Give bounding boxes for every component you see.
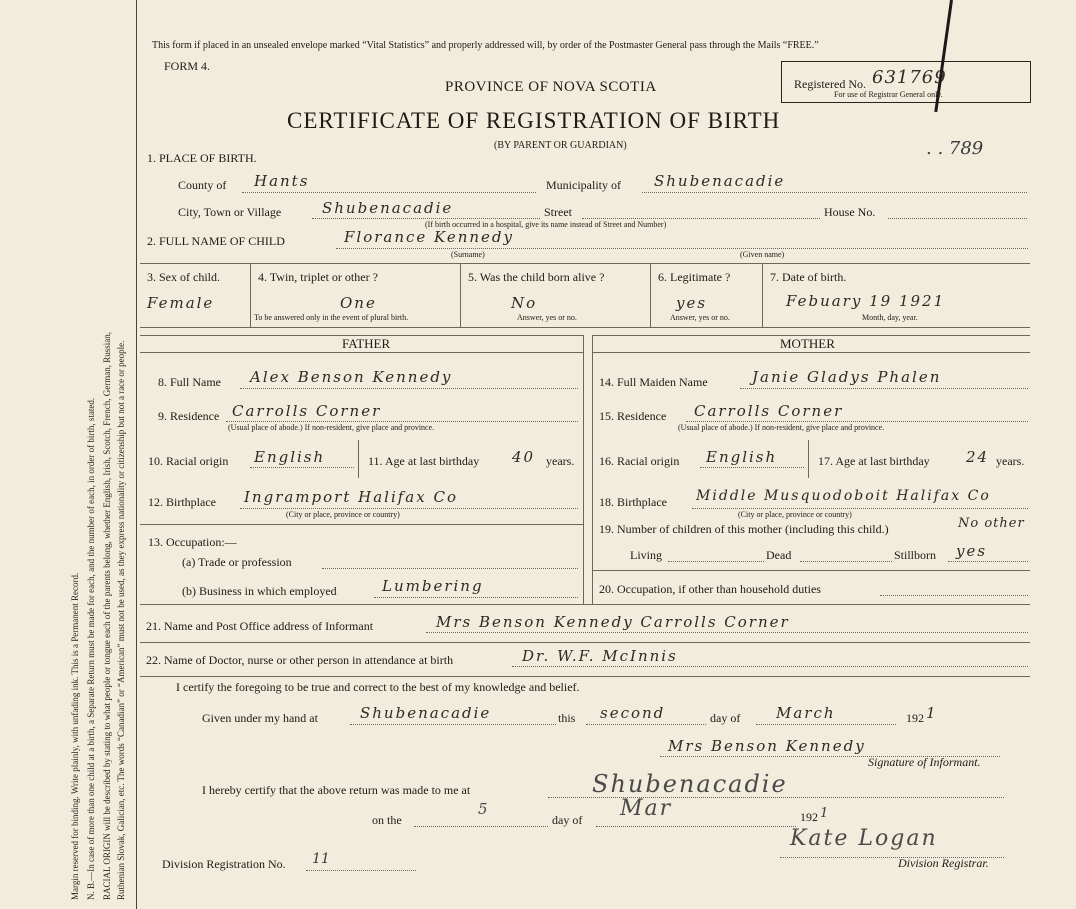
return-place-value: Shubenacadie: [592, 770, 788, 798]
mother-heading-rule: [592, 352, 1030, 353]
mother-age-label: 17. Age at last birthday: [818, 454, 930, 468]
father-residence-note: (Usual place of abode.) If non-resident, give place and province.: [228, 423, 435, 432]
day-line: [586, 724, 706, 725]
business-value: Lumbering: [382, 577, 484, 595]
mother-occupation-line: [880, 595, 1028, 596]
certificate-title: CERTIFICATE OF REGISTRATION OF BIRTH: [287, 108, 781, 133]
this-label: this: [558, 711, 576, 725]
father-racial-divider: [358, 440, 359, 478]
place-of-birth-heading: 1. PLACE OF BIRTH.: [147, 151, 257, 165]
street-label: Street: [544, 205, 572, 219]
informant-signature: Mrs Benson Kennedy: [668, 737, 866, 755]
division-registration-label: Division Registration No.: [162, 857, 286, 871]
mother-name-line: [740, 388, 1028, 389]
on-day-value: 5: [478, 800, 490, 818]
sex-value: Female: [147, 294, 215, 312]
municipality-value: Shubenacadie: [654, 172, 786, 190]
row3-divider-1: [250, 263, 251, 327]
mother-name-label: 14. Full Maiden Name: [599, 375, 708, 389]
father-residence-line: [226, 421, 578, 422]
row3-divider-3: [650, 263, 651, 327]
mother-age-value: 24: [966, 448, 990, 466]
year-value-2: 1: [820, 806, 829, 821]
legitimate-label: 6. Legitimate ?: [658, 270, 731, 284]
alive-label: 5. Was the child born alive ?: [468, 270, 605, 284]
hospital-note: (If birth occurred in a hospital, give its name instead of Street and Number): [425, 220, 667, 229]
father-age-value: 40: [512, 448, 536, 466]
house-line: [888, 218, 1027, 219]
informant-line: [426, 632, 1028, 633]
child-name-line: [336, 248, 1028, 249]
doctor-label: 22. Name of Doctor, nurse or other person in attendance at birth: [146, 653, 454, 667]
on-month-line: [596, 826, 796, 827]
father-residence-value: Carrolls Corner: [232, 402, 382, 420]
month-line: [756, 724, 896, 725]
mother-residence-value: Carrolls Corner: [694, 402, 844, 420]
mother-racial-line: [700, 467, 804, 468]
corner-number: . . 789: [926, 138, 984, 159]
municipality-line: [642, 192, 1027, 193]
mother-occupation-label: 20. Occupation, if other than household duties: [599, 582, 821, 596]
mother-years-label: years.: [996, 454, 1025, 468]
row3-top-border: [140, 263, 1030, 264]
mother-birthplace-label: 18. Birthplace: [599, 495, 667, 509]
registrar-title: Division Registrar.: [898, 856, 989, 870]
alive-note: Answer, yes or no.: [517, 313, 577, 322]
county-label: County of: [178, 178, 227, 192]
informant-rule: [140, 642, 1030, 643]
trade-label: (a) Trade or profession: [182, 555, 292, 569]
mother-racial-value: English: [706, 448, 778, 466]
division-registration-line: [306, 870, 416, 871]
father-heading-rule: [140, 352, 583, 353]
father-name-value: Alex Benson Kennedy: [250, 368, 453, 386]
row3-divider-4: [762, 263, 763, 327]
registrar-signature: Kate Logan: [790, 826, 938, 851]
father-racial-value: English: [254, 448, 326, 466]
certify-text: I certify the foregoing to be true and correct to the best of my knowledge and belief.: [176, 680, 580, 694]
doctor-value: Dr. W.F. McInnis: [522, 647, 678, 665]
house-no-label: House No.: [824, 205, 876, 219]
city-label: City, Town or Village: [178, 205, 282, 219]
informant-value: Mrs Benson Kennedy Carrolls Corner: [436, 613, 790, 631]
father-age-label: 11. Age at last birthday: [368, 454, 480, 468]
province-heading: PROVINCE OF NOVA SCOTIA: [445, 79, 657, 95]
twin-note: To be answered only in the event of plural birth.: [254, 313, 409, 322]
city-value: Shubenacadie: [322, 199, 454, 217]
margin-note-4: Ruthenian Slovak, Galician, etc. The words “Canadian” or “American” must not be used, as they express nationality or citizenship but not a race or people.: [116, 340, 126, 900]
mother-racial-divider: [808, 440, 809, 478]
mother-residence-label: 15. Residence: [599, 409, 667, 423]
registered-label: Registered No.: [794, 77, 866, 91]
sex-label: 3. Sex of child.: [147, 270, 220, 284]
mother-occupation-rule: [592, 570, 1030, 571]
stillborn-value: yes: [956, 542, 988, 560]
dob-note: Month, day, year.: [862, 313, 918, 322]
legitimate-note: Answer, yes or no.: [670, 313, 730, 322]
doctor-line: [512, 666, 1028, 667]
return-made-text: I hereby certify that the above return was made to me at: [202, 783, 471, 797]
given-place-line: [350, 724, 556, 725]
dob-label: 7. Date of birth.: [770, 270, 847, 284]
day-value: second: [600, 704, 666, 722]
informant-label: 21. Name and Post Office address of Informant: [146, 619, 374, 633]
mother-birthplace-line: [692, 508, 1028, 509]
father-name-label: 8. Full Name: [158, 375, 221, 389]
father-heading: FATHER: [342, 336, 391, 351]
father-birthplace-label: 12. Birthplace: [148, 495, 216, 509]
father-racial-line: [250, 467, 354, 468]
county-value: Hants: [254, 172, 310, 190]
mother-birthplace-note: (City or place, province or country): [738, 510, 852, 519]
legitimate-value: yes: [676, 294, 708, 312]
certificate-subtitle: (BY PARENT OR GUARDIAN): [494, 140, 627, 151]
child-name-label: 2. FULL NAME OF CHILD: [147, 234, 285, 248]
parents-bottom-border: [140, 604, 1030, 605]
given-under-label: Given under my hand at: [202, 711, 318, 725]
given-name-note: (Given name): [740, 250, 785, 259]
mother-heading: MOTHER: [780, 336, 835, 351]
row3-bottom-border: [140, 327, 1030, 328]
father-years-label: years.: [546, 454, 575, 468]
county-line: [242, 192, 536, 193]
business-line: [374, 597, 578, 598]
on-the-label: on the: [372, 813, 402, 827]
mother-children-value: No other: [958, 516, 1025, 531]
father-name-line: [240, 388, 578, 389]
living-line: [668, 561, 764, 562]
mother-birthplace-value: Middle Musquodoboit Halifax Co: [696, 488, 991, 504]
trade-line: [322, 568, 578, 569]
mother-racial-label: 16. Racial origin: [599, 454, 680, 468]
on-day-line: [414, 826, 548, 827]
informant-signature-label: Signature of Informant.: [868, 755, 981, 769]
top-notice: This form if placed in an unsealed envelope marked “Vital Statistics” and properly addressed will, by order of the Postmaster General pass through the Mails “FREE.”: [152, 40, 819, 51]
margin-note-2: N. B.—In case of more than one child at a birth, a Separate Return must be made for each, and the number of each, in order of birth, stated.: [86, 397, 96, 900]
mother-name-value: Janie Gladys Phalen: [752, 368, 942, 386]
form-number: FORM 4.: [164, 59, 211, 73]
stillborn-line: [948, 561, 1028, 562]
margin-note-1: Margin reserved for binding. Write plainly, with unfading ink. This is a Permanent Record.: [70, 572, 80, 900]
month-value: March: [776, 704, 836, 722]
dead-line: [800, 561, 892, 562]
father-birthplace-value: Ingramport Halifax Co: [244, 488, 458, 506]
registrar-use-note: For use of Registrar General only.: [834, 90, 943, 99]
row3-divider-2: [460, 263, 461, 327]
father-occupation-label: 13. Occupation:—: [148, 535, 237, 549]
given-place-value: Shubenacadie: [360, 704, 492, 722]
father-birthplace-line: [240, 508, 578, 509]
alive-value: No: [511, 294, 538, 312]
twin-value: One: [340, 294, 377, 312]
father-birthplace-note: (City or place, province or country): [286, 510, 400, 519]
municipality-label: Municipality of: [546, 178, 621, 192]
year-prefix: 192: [906, 711, 924, 725]
year-prefix-2: 192: [800, 810, 818, 824]
mother-children-label: 19. Number of children of this mother (including this child.): [599, 522, 889, 536]
father-racial-label: 10. Racial origin: [148, 454, 229, 468]
mother-box-left: [592, 335, 593, 605]
father-box-right: [583, 335, 584, 605]
day-of-label: day of: [710, 711, 741, 725]
registered-number: 631769: [872, 67, 947, 88]
father-residence-label: 9. Residence: [158, 409, 220, 423]
stillborn-label: Stillborn: [894, 548, 937, 562]
on-month-value: Mar: [620, 796, 673, 821]
street-line: [582, 218, 820, 219]
dob-value: Febuary 19 1921: [786, 292, 946, 310]
year-value: 1: [926, 704, 938, 722]
living-label: Living: [630, 548, 662, 562]
city-line: [312, 218, 540, 219]
father-occupation-rule: [140, 524, 583, 525]
division-registration-value: 11: [312, 851, 330, 867]
child-name-value: Florance Kennedy: [344, 228, 515, 246]
twin-label: 4. Twin, triplet or other ?: [258, 270, 378, 284]
day-of-label-2: day of: [552, 813, 583, 827]
certification-rule: [140, 676, 1030, 677]
business-label: (b) Business in which employed: [182, 584, 337, 598]
dead-label: Dead: [766, 548, 792, 562]
mother-residence-line: [686, 421, 1028, 422]
mother-residence-note: (Usual place of abode.) If non-resident, give place and province.: [678, 423, 885, 432]
surname-note: (Surname): [451, 250, 485, 259]
margin-note-3: RACIAL ORIGIN will be described by stating to what people or tongue each of the parents belong, whether English, Irish, Scotch, French, German, Russian,: [102, 331, 112, 900]
